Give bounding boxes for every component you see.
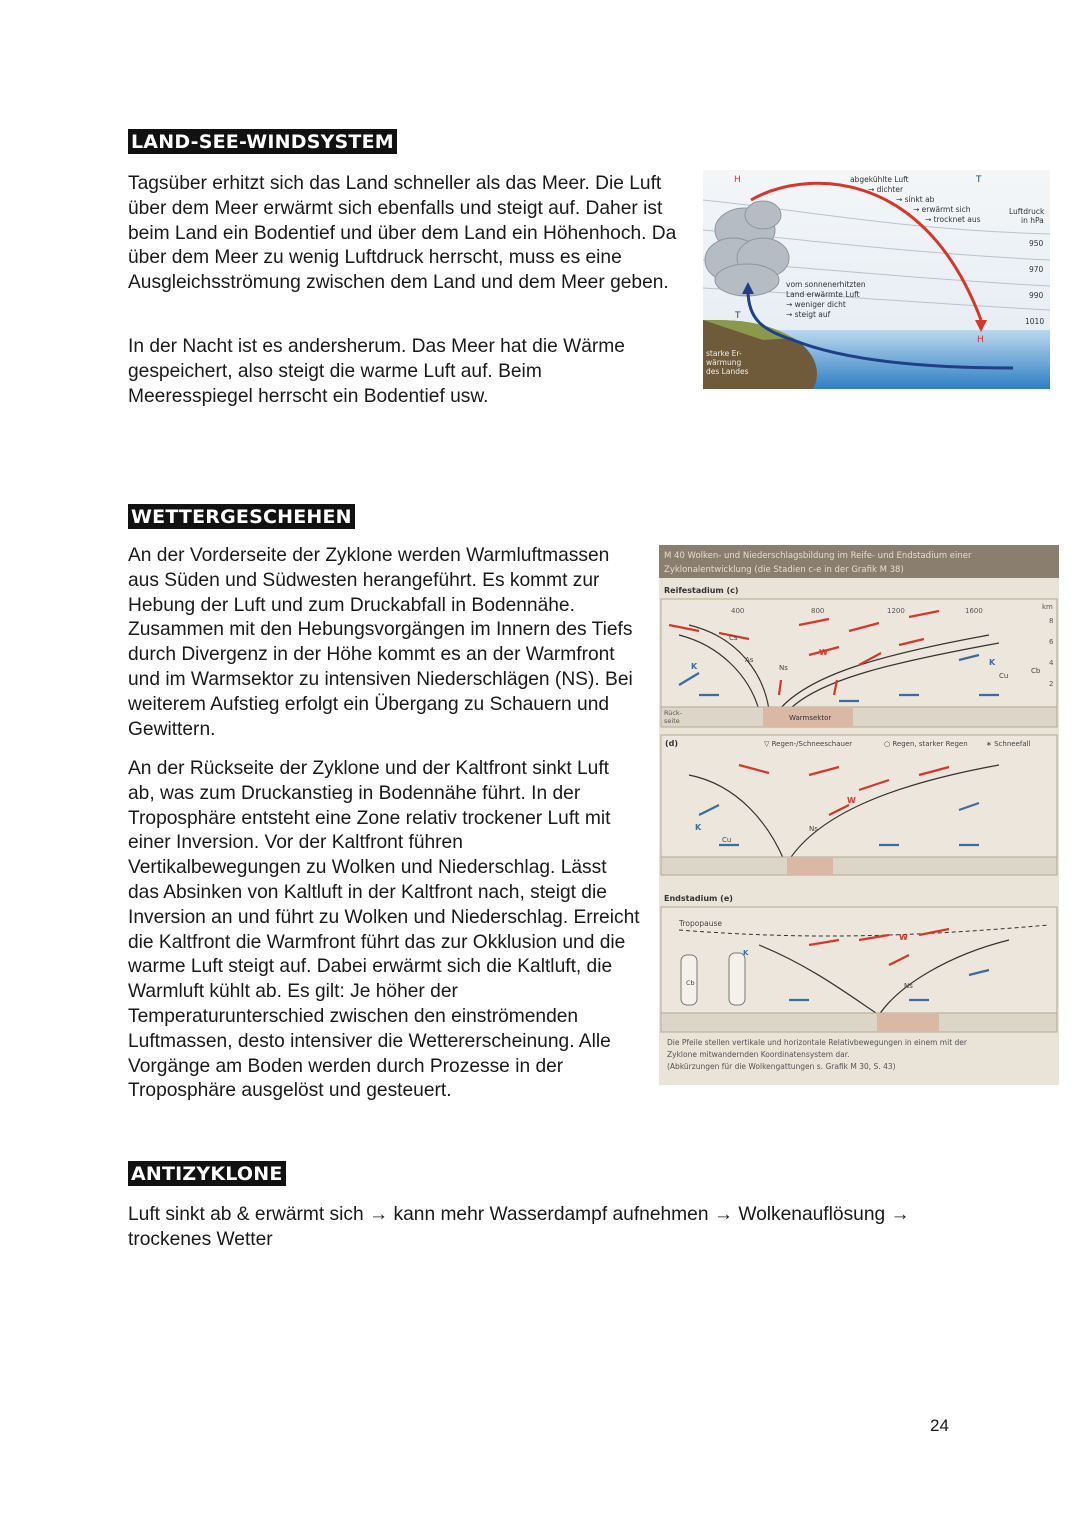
label-w-e: W [899, 933, 908, 942]
wetter-paragraph-front: An der Vorderseite der Zyklone werden Warmluftmassen aus Süden und Südwesten herangeführt. Es kommt zur Hebung der Luft und zum Druckabfall in Bodennähe. Zusammen mit den Hebungsvorgängen im Innern des Tiefs durch Divergenz in der Höhe kommt es an der Warmfront und im Warmsektor zu intensiven Niederschlägen (NS). Bei weiterem Aufstieg erfolgt ein Übergang zu Schauern und Gewittern. [128, 545, 633, 740]
label-rueck-2: seite [664, 717, 680, 725]
label-cs-c: Cs [729, 634, 738, 642]
label-p1010: 1010 [1025, 317, 1045, 326]
label-w-d: W [847, 796, 856, 805]
section-heading-anti: ANTIZYKLONE [128, 1161, 286, 1186]
panel-endstadium [661, 894, 1057, 1032]
y2-label: 2 [1049, 680, 1054, 688]
label-warmsektor: Warmsektor [789, 714, 832, 722]
legend-snow: ∗ Schneefall [986, 740, 1031, 748]
y6-label: 6 [1049, 638, 1054, 646]
label-cb-c: Cb [1031, 667, 1041, 675]
section-heading-wetter: WETTERGESCHEHEN [128, 504, 355, 529]
label-warm-4: → steigt auf [786, 310, 831, 319]
label-t-bottom: T [735, 311, 741, 321]
stage-e-label: Endstadium (e) [664, 894, 733, 903]
label-cooled-3: → sinkt ab [896, 195, 935, 204]
stage-c-label: Reifestadium (c) [664, 586, 739, 595]
tick-800: 800 [811, 607, 825, 615]
legend-rain: ○ Regen, starker Regen [884, 740, 968, 748]
label-as-c: As [745, 656, 754, 664]
label-k-d: K [695, 823, 702, 832]
land-sea-breeze-figure [703, 170, 1050, 389]
label-ns-c: Ns [779, 664, 788, 672]
label-p970: 970 [1029, 265, 1044, 274]
label-h-top: H [734, 175, 741, 185]
y4-label: 4 [1049, 659, 1054, 667]
label-warm-3: → weniger dicht [786, 300, 846, 309]
label-w-c: W [819, 648, 828, 657]
figure-caption-2: Zyklone mitwandernden Koordinatensystem dar. [667, 1050, 850, 1059]
label-warm-2: Land erwärmte Luft [786, 290, 860, 299]
label-pressure-title-2: in hPa [1021, 216, 1044, 225]
wetter-paragraph-back: An der Rückseite der Zyklone und der Kaltfront sinkt Luft ab, was zum Druckanstieg in Bodennähe führt. In der Troposphäre entsteht eine Zone relativ trockener Luft mit einer Inversion. Vor der Kaltfront führen Vertikalbewegungen zu Wolken und Niederschlag. Lässt das Absinken von Kaltluft in der Kaltfront nach, steigt die Inversion an und führt zu Wolken und Niederschlag. Erreicht die Kaltfront die Warmfront führt das zur Okklusion und die warme Luft steigt auf. Dabei erwärmt sich die Kaltluft, die Warmluft kühlt ab. Es gilt: Je höher der Temperaturunterschied zwischen den einströmenden Luftmassen, desto intensiver die Wettererscheinung. Alle Vorgänge am Boden werden durch Prozesse in der Troposphäre ausgelöst und gesteuert. [128, 758, 640, 1102]
figure-caption-1: Die Pfeile stellen vertikale und horizontale Relativbewegungen in einem mit der [667, 1038, 967, 1047]
label-p990: 990 [1029, 291, 1044, 300]
label-cu-c: Cu [999, 672, 1009, 680]
panel-d [661, 735, 1057, 875]
figure-caption-3: (Abkürzungen für die Wolkengattungen s. Grafik M 30, S. 43) [667, 1062, 896, 1071]
label-k-c: K [691, 662, 698, 671]
label-warm-1: vom sonnenerhitzten [786, 280, 866, 289]
label-land-2: wärmung [706, 358, 742, 367]
label-cooled-4: → erwärmt sich [913, 205, 971, 214]
y8-label: 8 [1049, 617, 1054, 625]
panel-reifestadium [661, 586, 1057, 727]
label-k-e: K [743, 949, 749, 957]
tick-1200: 1200 [887, 607, 905, 615]
figure-title-2: Zyklonalentwicklung (die Stadien c-e in der Grafik M 38) [664, 565, 904, 575]
km-label: km [1042, 603, 1053, 611]
label-cooled-2: → dichter [868, 185, 904, 194]
label-pressure-title-1: Luftdruck [1009, 207, 1045, 216]
stage-d-label: (d) [665, 739, 679, 748]
label-ns-e: Ns [904, 982, 913, 990]
label-cooled-5: → trocknet aus [925, 215, 981, 224]
cyclone-cloud-figure [659, 545, 1059, 1085]
label-rueck-1: Rück- [664, 709, 683, 717]
land-see-paragraph-night: In der Nacht ist es andersherum. Das Meer hat die Wärme gespeichert, also steigt die warme Luft auf. Beim Meeresspiegel herrscht ein Bodentief usw. [128, 336, 625, 407]
label-k-c2: K [989, 658, 996, 667]
label-land-1: starke Er- [706, 349, 742, 358]
tick-1600: 1600 [965, 607, 983, 615]
label-h-bottom: H [977, 335, 984, 345]
section-heading-land-see: LAND-SEE-WINDSYSTEM [128, 129, 397, 154]
anti-paragraph: Luft sinkt ab & erwärmt sich → kann mehr Wasserdampf aufnehmen → Wolkenauflösung → trockenes Wetter [128, 1204, 910, 1250]
label-ns-d: Ns [809, 825, 818, 833]
label-tropopause: Tropopause [679, 919, 722, 928]
label-land-3: des Landes [706, 367, 749, 376]
label-cooled-1: abgekühlte Luft [850, 175, 909, 184]
page-number: 24 [930, 1416, 949, 1435]
legend-showers: ▽ Regen-/Schneeschauer [764, 740, 853, 748]
label-cu-d: Cu [722, 836, 732, 844]
figure-title-1: M 40 Wolken- und Niederschlagsbildung im Reife- und Endstadium einer [664, 551, 972, 561]
label-t-top: T [976, 175, 982, 185]
label-p950: 950 [1029, 239, 1044, 248]
land-see-paragraph-day: Tagsüber erhitzt sich das Land schneller als das Meer. Die Luft über dem Meer erwärmt sich ebenfalls und steigt auf. Daher ist beim Land ein Bodentief und über dem Land ein Höhenhoch. Da über dem Meer zu wenig Luftdruck herrscht, muss es eine Ausgleichsströmung zwischen dem Land und dem Meer geben. [128, 173, 677, 294]
label-cb-e: Cb [686, 979, 695, 987]
tick-400: 400 [731, 607, 745, 615]
